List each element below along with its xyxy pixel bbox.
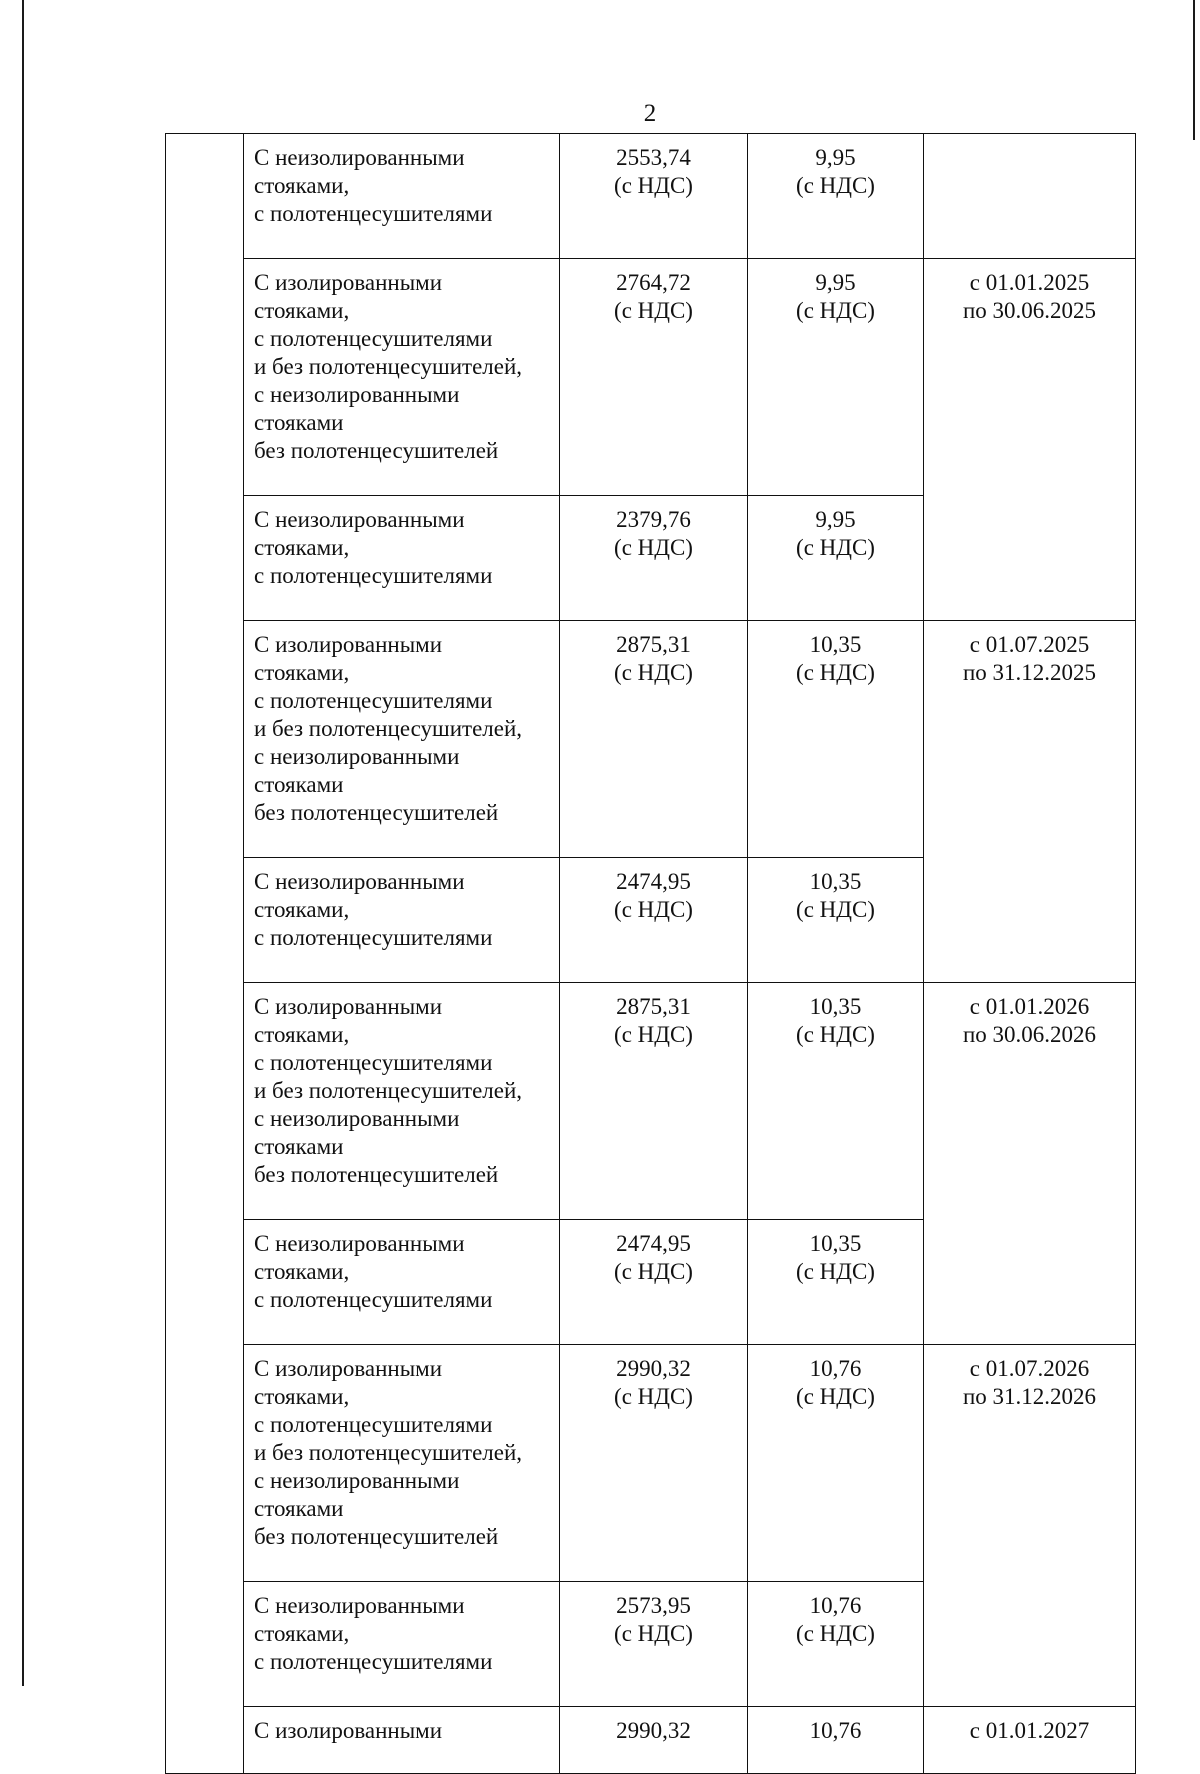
description-cell — [244, 496, 560, 621]
description-line: С неизолированными — [254, 145, 465, 170]
first-column-continued-cell — [166, 134, 244, 1774]
vat-note: (с НДС) — [796, 173, 875, 198]
description-cell — [244, 1582, 560, 1707]
description-line: и без полотенцесушителей, — [254, 716, 523, 741]
description-line: без полотенцесушителей — [254, 438, 499, 463]
description-line: с неизолированными — [254, 1106, 460, 1131]
value-b: 10,35 — [809, 994, 862, 1019]
description-line: и без полотенцесушителей, — [254, 1440, 523, 1465]
description-line: С неизолированными — [254, 869, 465, 894]
period-start: с 01.01.2026 — [969, 994, 1090, 1019]
value-b-cell — [748, 858, 924, 983]
value-a-cell — [560, 621, 748, 858]
table-row — [166, 1345, 1136, 1582]
value-a: 2875,31 — [616, 994, 691, 1019]
description-cell — [244, 621, 560, 858]
page-number: 2 — [643, 100, 657, 127]
description-line: без полотенцесушителей — [254, 800, 499, 825]
description-line: без полотенцесушителей — [254, 1162, 499, 1187]
scan-right-edge-line — [1193, 0, 1195, 140]
period-end: по 31.12.2026 — [962, 1384, 1097, 1409]
period-start: с 01.07.2026 — [969, 1356, 1090, 1381]
vat-note: (с НДС) — [614, 897, 693, 922]
description-line: с полотенцесушителями — [254, 925, 493, 950]
vat-note: (с НДС) — [796, 1022, 875, 1047]
value-a-cell — [560, 1582, 748, 1707]
description-line: стояками, — [254, 660, 350, 685]
vat-note: (с НДС) — [796, 1621, 875, 1646]
value-b: 10,76 — [809, 1593, 862, 1618]
description-cell — [244, 1220, 560, 1345]
description-line: с полотенцесушителями — [254, 1412, 493, 1437]
description-line: С неизолированными — [254, 507, 465, 532]
period-cell — [924, 1707, 1136, 1774]
vat-note: (с НДС) — [614, 660, 693, 685]
description-line: стояками — [254, 772, 344, 797]
description-line: с полотенцесушителями — [254, 1287, 493, 1312]
value-b-cell — [748, 1220, 924, 1345]
description-line: с полотенцесушителями — [254, 1649, 493, 1674]
vat-note: (с НДС) — [614, 173, 693, 198]
vat-note: (с НДС) — [796, 660, 875, 685]
value-a: 2474,95 — [616, 869, 691, 894]
table-row — [166, 134, 1136, 259]
value-b-cell — [748, 621, 924, 858]
value-b-cell — [748, 134, 924, 259]
scan-left-edge-line — [22, 0, 24, 1686]
value-a-cell — [560, 1345, 748, 1582]
description-line: с неизолированными — [254, 1468, 460, 1493]
table-row — [166, 983, 1136, 1220]
table-row — [166, 259, 1136, 496]
description-line: стояками, — [254, 1259, 350, 1284]
description-line: С изолированными — [254, 270, 443, 295]
description-line: С неизолированными — [254, 1231, 465, 1256]
period-start: с 01.01.2025 — [969, 270, 1090, 295]
period-cell — [924, 621, 1136, 983]
vat-note: (с НДС) — [614, 535, 693, 560]
value-a-cell — [560, 496, 748, 621]
description-cell — [244, 1707, 560, 1774]
vat-note: (с НДС) — [796, 897, 875, 922]
table-row — [166, 621, 1136, 858]
period-end: по 30.06.2025 — [962, 298, 1097, 323]
value-a-cell — [560, 134, 748, 259]
value-b: 9,95 — [815, 270, 856, 295]
description-line: стояками — [254, 410, 344, 435]
description-line: с неизолированными — [254, 744, 460, 769]
value-b-cell — [748, 1707, 924, 1774]
value-a: 2764,72 — [616, 270, 691, 295]
description-line: С изолированными — [254, 632, 443, 657]
value-a-cell — [560, 1707, 748, 1774]
value-b-cell — [748, 496, 924, 621]
description-line: стояками, — [254, 1621, 350, 1646]
description-line: и без полотенцесушителей, — [254, 354, 523, 379]
description-cell — [244, 858, 560, 983]
description-line: стояками, — [254, 535, 350, 560]
value-b: 9,95 — [815, 507, 856, 532]
value-a: 2379,76 — [616, 507, 691, 532]
period-end: по 31.12.2025 — [962, 660, 1097, 685]
value-b: 10,76 — [809, 1356, 862, 1381]
description-line: стояками, — [254, 1022, 350, 1047]
description-line: с полотенцесушителями — [254, 326, 493, 351]
description-line: с неизолированными — [254, 382, 460, 407]
period-end: по 30.06.2026 — [962, 1022, 1097, 1047]
period-cell — [924, 1345, 1136, 1707]
description-cell — [244, 1345, 560, 1582]
table-row — [166, 1707, 1136, 1774]
description-line: стояками, — [254, 298, 350, 323]
value-b-cell — [748, 259, 924, 496]
description-cell — [244, 983, 560, 1220]
description-line: стояками, — [254, 1384, 350, 1409]
vat-note: (с НДС) — [796, 1384, 875, 1409]
value-b: 9,95 — [815, 145, 856, 170]
vat-note: (с НДС) — [614, 1384, 693, 1409]
description-line: с полотенцесушителями — [254, 1050, 493, 1075]
description-line: без полотенцесушителей — [254, 1524, 499, 1549]
period-cell — [924, 983, 1136, 1345]
vat-note: (с НДС) — [614, 1621, 693, 1646]
value-a-cell — [560, 1220, 748, 1345]
value-a: 2875,31 — [616, 632, 691, 657]
period-start: с 01.01.2027 — [969, 1718, 1090, 1743]
value-a-cell — [560, 259, 748, 496]
period-cell — [924, 259, 1136, 621]
description-cell — [244, 134, 560, 259]
description-line: С изолированными — [254, 1356, 443, 1381]
period-cell-empty — [924, 134, 1136, 259]
description-line: и без полотенцесушителей, — [254, 1078, 523, 1103]
value-a: 2573,95 — [616, 1593, 691, 1618]
vat-note: (с НДС) — [614, 1022, 693, 1047]
description-line: стояками — [254, 1134, 344, 1159]
description-line: с полотенцесушителями — [254, 688, 493, 713]
value-b-cell — [748, 1582, 924, 1707]
description-line: С неизолированными — [254, 1593, 465, 1618]
vat-note: (с НДС) — [796, 1259, 875, 1284]
description-line: стояками, — [254, 897, 350, 922]
vat-note: (с НДС) — [796, 298, 875, 323]
value-a: 2990,32 — [616, 1718, 691, 1743]
description-line: стояками, — [254, 173, 350, 198]
vat-note: (с НДС) — [796, 535, 875, 560]
value-b: 10,35 — [809, 869, 862, 894]
period-start: с 01.07.2025 — [969, 632, 1090, 657]
description-cell — [244, 259, 560, 496]
value-a: 2474,95 — [616, 1231, 691, 1256]
value-a-cell — [560, 858, 748, 983]
value-b: 10,35 — [809, 1231, 862, 1256]
value-b-cell — [748, 983, 924, 1220]
value-b: 10,76 — [809, 1718, 862, 1743]
value-a: 2553,74 — [616, 145, 691, 170]
vat-note: (с НДС) — [614, 298, 693, 323]
value-a: 2990,32 — [616, 1356, 691, 1381]
vat-note: (с НДС) — [614, 1259, 693, 1284]
description-line: С изолированными — [254, 994, 443, 1019]
description-line: с полотенцесушителями — [254, 563, 493, 588]
tariff-table — [165, 133, 1136, 1774]
value-b: 10,35 — [809, 632, 862, 657]
value-a-cell — [560, 983, 748, 1220]
description-line: стояками — [254, 1496, 344, 1521]
description-line: с полотенцесушителями — [254, 201, 493, 226]
description-line: С изолированными — [254, 1718, 443, 1743]
value-b-cell — [748, 1345, 924, 1582]
